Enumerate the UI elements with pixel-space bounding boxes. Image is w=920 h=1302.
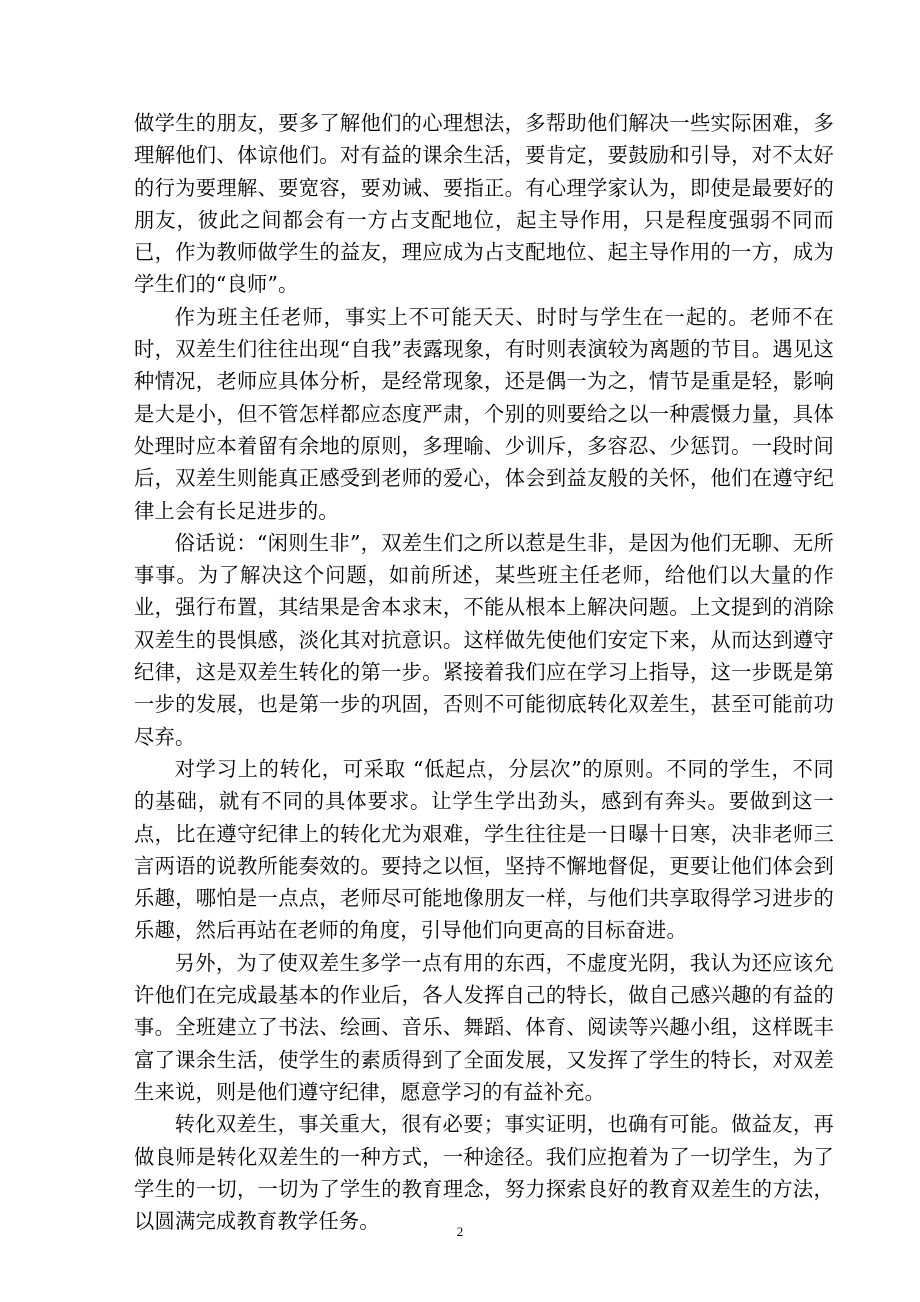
page-number: 2 [456,1224,464,1239]
paragraph-continued: 做学生的朋友，要多了解他们的心理想法，多帮助他们解决一些实际困难，多理解他们、体谅他们。对有益的课余生活，要肯定，要鼓励和引导，对不太好的行为要理解、要宽容，要劝诫、要指正。有心理学家认为，即使是最要好的朋友，彼此之间都会有一方占支配地位，起主导作用，只是程度强弱不同而已，作为教师做学生的益友，理应成为占支配地位、起主导作用的一方，成为学生们的“良师”。 [134,111,834,297]
paragraph: 对学习上的转化，可采取 “低起点，分层次”的原则。不同的学生，不同的基础，就有不同的具体要求。让学生学出劲头，感到有奔头。要做到这一点，比在遵守纪律上的转化尤为艰难，学生往往是一日曝十日寒，决非老师三言两语的说教所能奏效的。要持之以恒，坚持不懈地督促，更要让他们体会到乐趣，哪怕是一点点，老师尽可能地像朋友一样，与他们共享取得学习进步的乐趣，然后再站在老师的角度，引导他们向更高的目标奋进。 [134,756,834,943]
paragraph: 作为班主任老师，事实上不可能天天、时时与学生在一起的。老师不在时，双差生们往往出现“自我”表露现象，有时则表演较为离题的节目。遇见这种情况，老师应具体分析，是经常现象，还是偶一为之，情节是重是轻，影响是大是小，但不管怎样都应态度严肃，个别的则要给之以一种震慑力量，具体处理时应本着留有余地的原则，多理喻、少训斥，多容忍、少惩罚。一段时间后，双差生则能真正感受到老师的爱心，体会到益友般的关怀，他们在遵守纪律上会有长足进步的。 [134,304,834,523]
paragraph: 另外，为了使双差生多学一点有用的东西，不虚度光阴，我认为还应该允许他们在完成最基本的作业后，各人发挥自己的特长，做自己感兴趣的有益的事。全班建立了书法、绘画、音乐、舞蹈、体育、阅读等兴趣小组，这样既丰富了课余生活，使学生的素质得到了全面发展，又发挥了学生的特长，对双差生来说，则是他们遵守纪律，愿意学习的有益补充。 [134,950,834,1104]
paragraph: 转化双差生，事关重大，很有必要；事实证明，也确有可能。做益友，再做良师是转化双差生的一种方式，一种途径。我们应抱着为了一切学生，为了学生的一切，一切为了学生的教育理念，努力探索良好的教育双差生的方法，以圆满完成教育教学任务。 [134,1112,834,1234]
paragraph: 俗话说：“闲则生非”，双差生们之所以惹是生非，是因为他们无聊、无所事事。为了解决这个问题，如前所述，某些班主任老师，给他们以大量的作业，强行布置，其结果是舍本求末，不能从根本上解决问题。上文提到的消除双差生的畏惧感，淡化其对抗意识。这样做先使他们安定下来，从而达到遵守纪律，这是双差生转化的第一步。紧接着我们应在学习上指导，这一步既是第一步的发展，也是第一步的巩固，否则不可能彻底转化双差生，甚至可能前功尽弃。 [134,530,834,749]
document-body [134,107,834,1237]
